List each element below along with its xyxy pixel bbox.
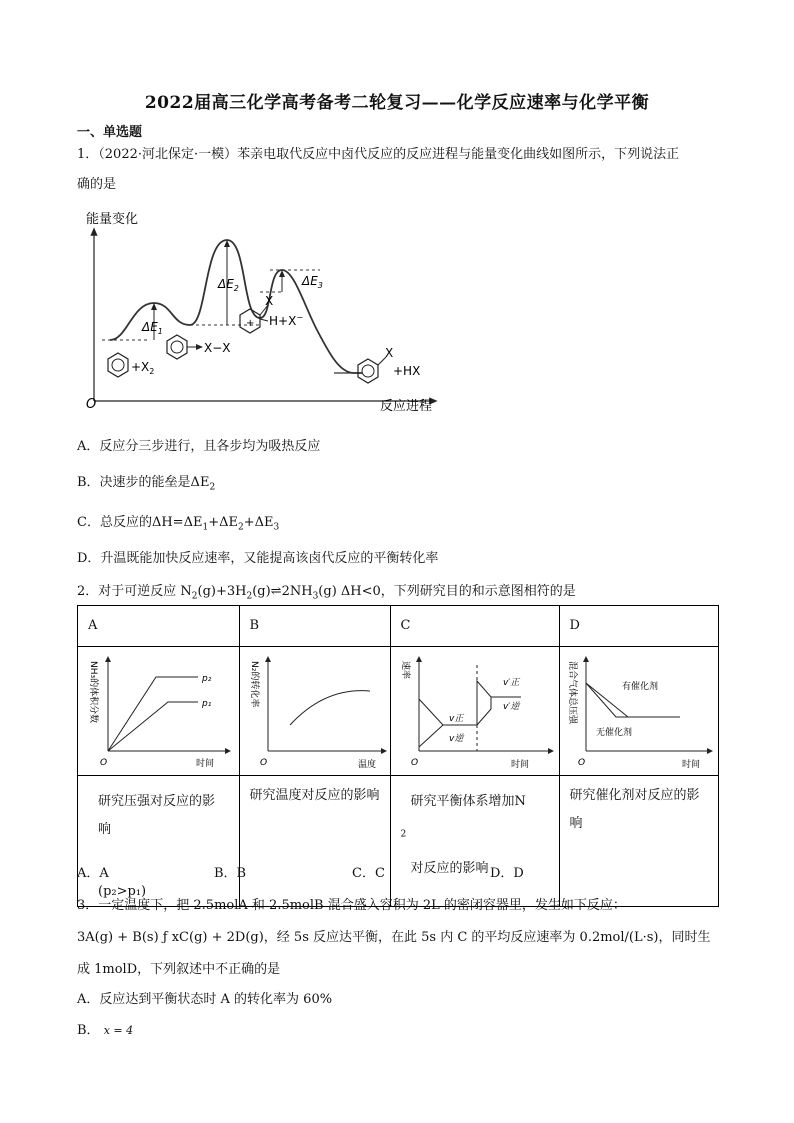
product-benzene-icon <box>358 357 386 383</box>
chart-c <box>391 647 559 771</box>
q2-choice-a: A．A <box>77 866 109 881</box>
chart-c-label-vf: v正 <box>448 714 463 724</box>
benzene-reactant-icon <box>108 353 128 377</box>
header-a: A <box>78 606 240 647</box>
chart-cell-d <box>559 647 719 776</box>
chart-b <box>240 647 390 771</box>
de2-label: $\Delta E_2$ <box>218 277 239 293</box>
chart-c-v-reverse <box>419 725 477 747</box>
header-c: C <box>390 606 559 647</box>
q1-option-d: D．升温既能加快反应速率，又能提高该卤代反应的平衡转化率 <box>77 551 439 566</box>
pi-complex-label: X−X <box>204 341 231 355</box>
chart-d <box>560 647 718 771</box>
chart-a <box>78 647 238 771</box>
y-axis-label: 能量变化 <box>86 212 139 227</box>
energy-curve <box>110 240 362 373</box>
desc-c: 研究平衡体系增加N $_2$ 对反应的影响 <box>390 776 559 907</box>
chart-c-label-vr-new: v′逆 <box>502 702 519 712</box>
q2-table <box>77 605 719 907</box>
de1-label: $\Delta E_1$ <box>142 320 163 336</box>
sigma-charge: + <box>246 318 255 329</box>
q2-choice-c: C．C <box>352 866 385 881</box>
chart-d-label-catalyst: 有催化剂 <box>621 682 658 692</box>
chart-c-v-forward <box>419 699 477 725</box>
page-title: 2022届高三化学高考备考二轮复习——化学反应速率与化学平衡 <box>144 93 650 113</box>
chart-a-origin: O <box>100 758 108 768</box>
x-axis-label: 反应进程 <box>380 399 433 414</box>
q3-option-a: A．反应达到平衡状态时 A 的转化率为 60% <box>77 992 333 1007</box>
desc-d: 研究催化剂对反应的影响 <box>559 776 719 907</box>
chart-a-ylabel: NH₃的体积分数 <box>88 661 98 724</box>
product-x-label: X <box>385 346 394 360</box>
chart-b-xlabel: 温度 <box>357 760 376 770</box>
chart-d-label-no-catalyst: 无催化剂 <box>595 728 632 738</box>
energy-profile-figure <box>82 205 452 420</box>
chart-c-origin: O <box>410 758 418 768</box>
q1-option-a: A．反应分三步进行，且各步均为吸热反应 <box>77 439 321 454</box>
chart-d-ylabel: 混合气体总压强 <box>566 661 577 725</box>
q3-option-b: B． x = 4 <box>77 1023 134 1038</box>
q1-stem-line2: 确的是 <box>77 177 117 192</box>
desc-a: 研究压强对反应的影响 (p₂>p₁) <box>78 776 240 907</box>
chart-b-ylabel: N₂的转化率 <box>248 661 259 708</box>
chart-d-origin: O <box>577 758 585 768</box>
chart-a-xlabel: 时间 <box>196 759 215 769</box>
q2-choice-d: D．D <box>490 866 524 881</box>
q1-option-b: B．决速步的能垒是$\Delta E_2$ <box>77 475 216 493</box>
chart-cell-b <box>239 647 390 776</box>
chart-b-origin: O <box>259 758 267 768</box>
q3-line2: 3A(g) + B(s) ƒ xC(g) + 2D(g)，经 5s 反应达平衡，在此 5s 内 C 的平均反应速率为 0.2mol/(L·s)，同时生 <box>77 930 711 945</box>
origin-label: O <box>86 397 97 412</box>
desc-b: 研究温度对反应的影响 <box>239 776 390 907</box>
q2-stem: 2．对于可逆反应 $N_2(g)+3H_2(g)\rightleftharpoons 2NH_3(g)$ ΔH<0，下列研究目的和示意图相符的是 <box>77 584 576 602</box>
q1-option-c: C．总反应的$\Delta H=\Delta E_1+\Delta E_2+\Delta E_3$ <box>77 515 280 533</box>
chart-c-label-vr: v逆 <box>448 734 463 744</box>
chart-c-label-vf-new: v′正 <box>502 678 519 688</box>
chart-cell-c <box>390 647 559 776</box>
chart-c-xlabel: 时间 <box>510 760 529 770</box>
q2-choice-b: B．B <box>214 866 247 881</box>
chart-a-series-p1 <box>108 702 198 751</box>
pi-complex-icon <box>167 335 200 359</box>
q3-line3: 成 1molD，下列叙述中不正确的是 <box>77 962 281 977</box>
q1-stem-line1: 1．（2022·河北保定·一模）苯亲电取代反应中卤代反应的反应进程与能量变化曲线如图所示，下列说法正 <box>77 147 680 162</box>
header-b: B <box>239 606 390 647</box>
chart-a-label-p1: p₁ <box>202 699 212 709</box>
chart-d-xlabel: 时间 <box>681 760 700 770</box>
chart-cell-a <box>78 647 240 776</box>
section-heading: 一、单选题 <box>77 125 143 140</box>
q3-line1: 3．一定温度下，把 2.5molA 和 2.5molB 混合盛入容积为 2L 的密闭容器里，发生如下反应： <box>77 898 626 913</box>
chart-c-ylabel: 速率 <box>399 661 410 680</box>
de3-label: $\Delta E_3$ <box>302 274 323 290</box>
header-d: D <box>559 606 719 647</box>
product-hx-label: +HX <box>393 364 421 378</box>
reactant-x2-label: $+X_2$ <box>131 360 155 376</box>
chart-b-curve <box>290 691 370 725</box>
sigma-ion-label: H+X− <box>269 313 304 328</box>
sigma-x-label: X <box>265 294 274 308</box>
chart-a-label-p2: p₂ <box>202 674 212 684</box>
chart-c-v-reverse-new <box>477 697 491 725</box>
